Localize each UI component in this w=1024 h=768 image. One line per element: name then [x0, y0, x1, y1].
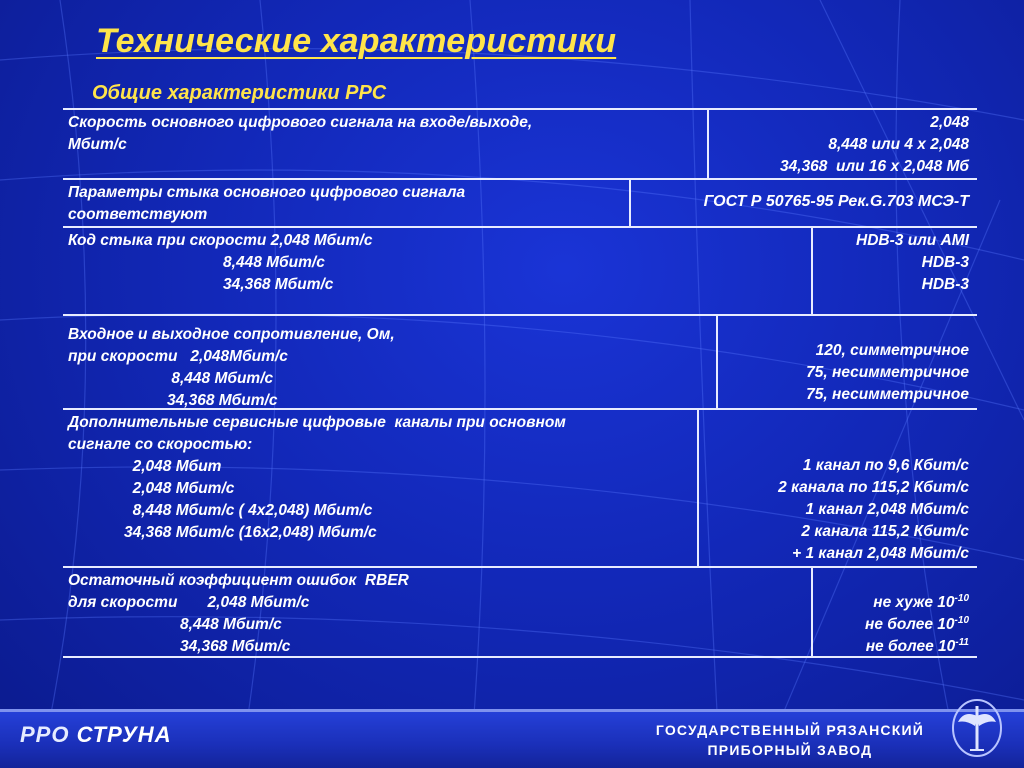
value-line: 120, симметричное — [815, 342, 969, 359]
value-line: 1 канал 2,048 Мбит/с — [805, 501, 969, 518]
label-line: Скорость основного цифрового сигнала на входе/выходе, — [68, 114, 533, 131]
row-value — [811, 568, 977, 656]
label-line: сигнале со скоростью: — [68, 436, 253, 453]
label-line: Мбит/с — [68, 136, 127, 153]
page-subtitle: Общие характеристики РРС — [92, 82, 387, 104]
value-line: 34,368 или 16 х 2,048 Мб — [780, 158, 969, 175]
row-label — [63, 410, 697, 566]
value-line — [821, 592, 969, 614]
table-row-signal-rate — [63, 108, 977, 180]
label-line: 2,048 Мбит/с — [68, 480, 235, 497]
table-row-impedance — [63, 316, 977, 410]
label-line: Остаточный коэффициент ошибок RBER — [68, 572, 409, 589]
value-line: 75, несимметричное — [806, 386, 969, 403]
row-label — [63, 228, 811, 314]
row-label — [63, 110, 707, 178]
manufacturer-line-2: ПРИБОРНЫЙ ЗАВОД — [707, 742, 873, 758]
value-line: 2,048 — [930, 114, 969, 131]
row-value — [697, 410, 977, 566]
row-value — [716, 316, 977, 408]
label-line: Параметры стыка основного цифрового сигнала — [68, 184, 466, 201]
label-line: 8,448 Мбит/с ( 4х2,048) Мбит/с — [68, 502, 373, 519]
label-line: 8,448 Мбит/с — [68, 616, 282, 633]
label-line: Код стыка при скорости 2,048 Мбит/с — [68, 232, 373, 249]
row-value — [811, 228, 977, 314]
label-line: соответствуют — [68, 206, 208, 223]
table-row-line-code — [63, 228, 977, 316]
table-row-service-channels — [63, 410, 977, 568]
manufacturer-name — [656, 720, 924, 760]
manufacturer-line-1: ГОСУДАРСТВЕННЫЙ РЯЗАНСКИЙ — [655, 722, 924, 738]
value-line: 8,448 или 4 х 2,048 — [828, 136, 969, 153]
value-text: не более 10 — [865, 638, 956, 655]
value-line — [821, 636, 969, 658]
value-text: не более 10 — [864, 616, 955, 633]
value-line: 2 канала по 115,2 Кбит/с — [778, 479, 969, 496]
value-line: 2 канала 115,2 Кбит/с — [801, 523, 969, 540]
page-title: Технические характеристики — [96, 22, 617, 60]
label-line: 34,368 Мбит/с — [68, 392, 278, 409]
label-line — [68, 316, 710, 324]
table-row-rber — [63, 568, 977, 658]
row-label — [63, 180, 629, 226]
exponent: -11 — [955, 636, 969, 648]
label-line: 34,368 Мбит/с — [68, 638, 291, 655]
value-line: HDB-3 — [921, 254, 969, 271]
value-line: HDB-3 — [921, 276, 969, 293]
label-line: 34,368 Мбит/с (16х2,048) Мбит/с — [68, 524, 377, 541]
value-line: HDB-3 или AMI — [856, 232, 969, 249]
label-line: 2,048 Мбит — [68, 458, 222, 475]
label-line: для скорости 2,048 Мбит/с — [68, 594, 310, 611]
label-line: 34,368 Мбит/с — [68, 276, 334, 293]
brand-rro: РРО — [20, 722, 77, 747]
value-line: ГОСТ Р 50765-95 Рек.G.703 МСЭ-Т — [703, 193, 969, 210]
row-value — [707, 110, 977, 178]
label-line: при скорости 2,048Мбит/с — [68, 348, 288, 365]
label-line: 8,448 Мбит/с — [68, 254, 325, 271]
value-line: 1 канал по 9,6 Кбит/с — [802, 457, 969, 474]
gryphon-logo-icon — [942, 692, 1012, 762]
row-value — [629, 180, 977, 226]
row-label — [63, 568, 811, 656]
value-text: не хуже 10 — [873, 594, 955, 611]
exponent: -10 — [954, 614, 969, 626]
value-line: + 1 канал 2,048 Мбит/с — [792, 545, 969, 562]
specs-table — [63, 108, 977, 658]
label-line: Дополнительные сервисные цифровые каналы при основном — [68, 414, 566, 431]
label-line: 8,448 Мбит/с — [68, 370, 274, 387]
value-line: 75, несимметричное — [806, 364, 969, 381]
table-row-interface-params — [63, 180, 977, 228]
row-label — [63, 316, 716, 408]
value-line — [821, 614, 969, 636]
label-line: Входное и выходное сопротивление, Ом, — [68, 326, 395, 343]
brand-logo — [20, 722, 172, 748]
exponent: -10 — [954, 592, 969, 604]
brand-struna: СТРУНА — [76, 722, 172, 747]
